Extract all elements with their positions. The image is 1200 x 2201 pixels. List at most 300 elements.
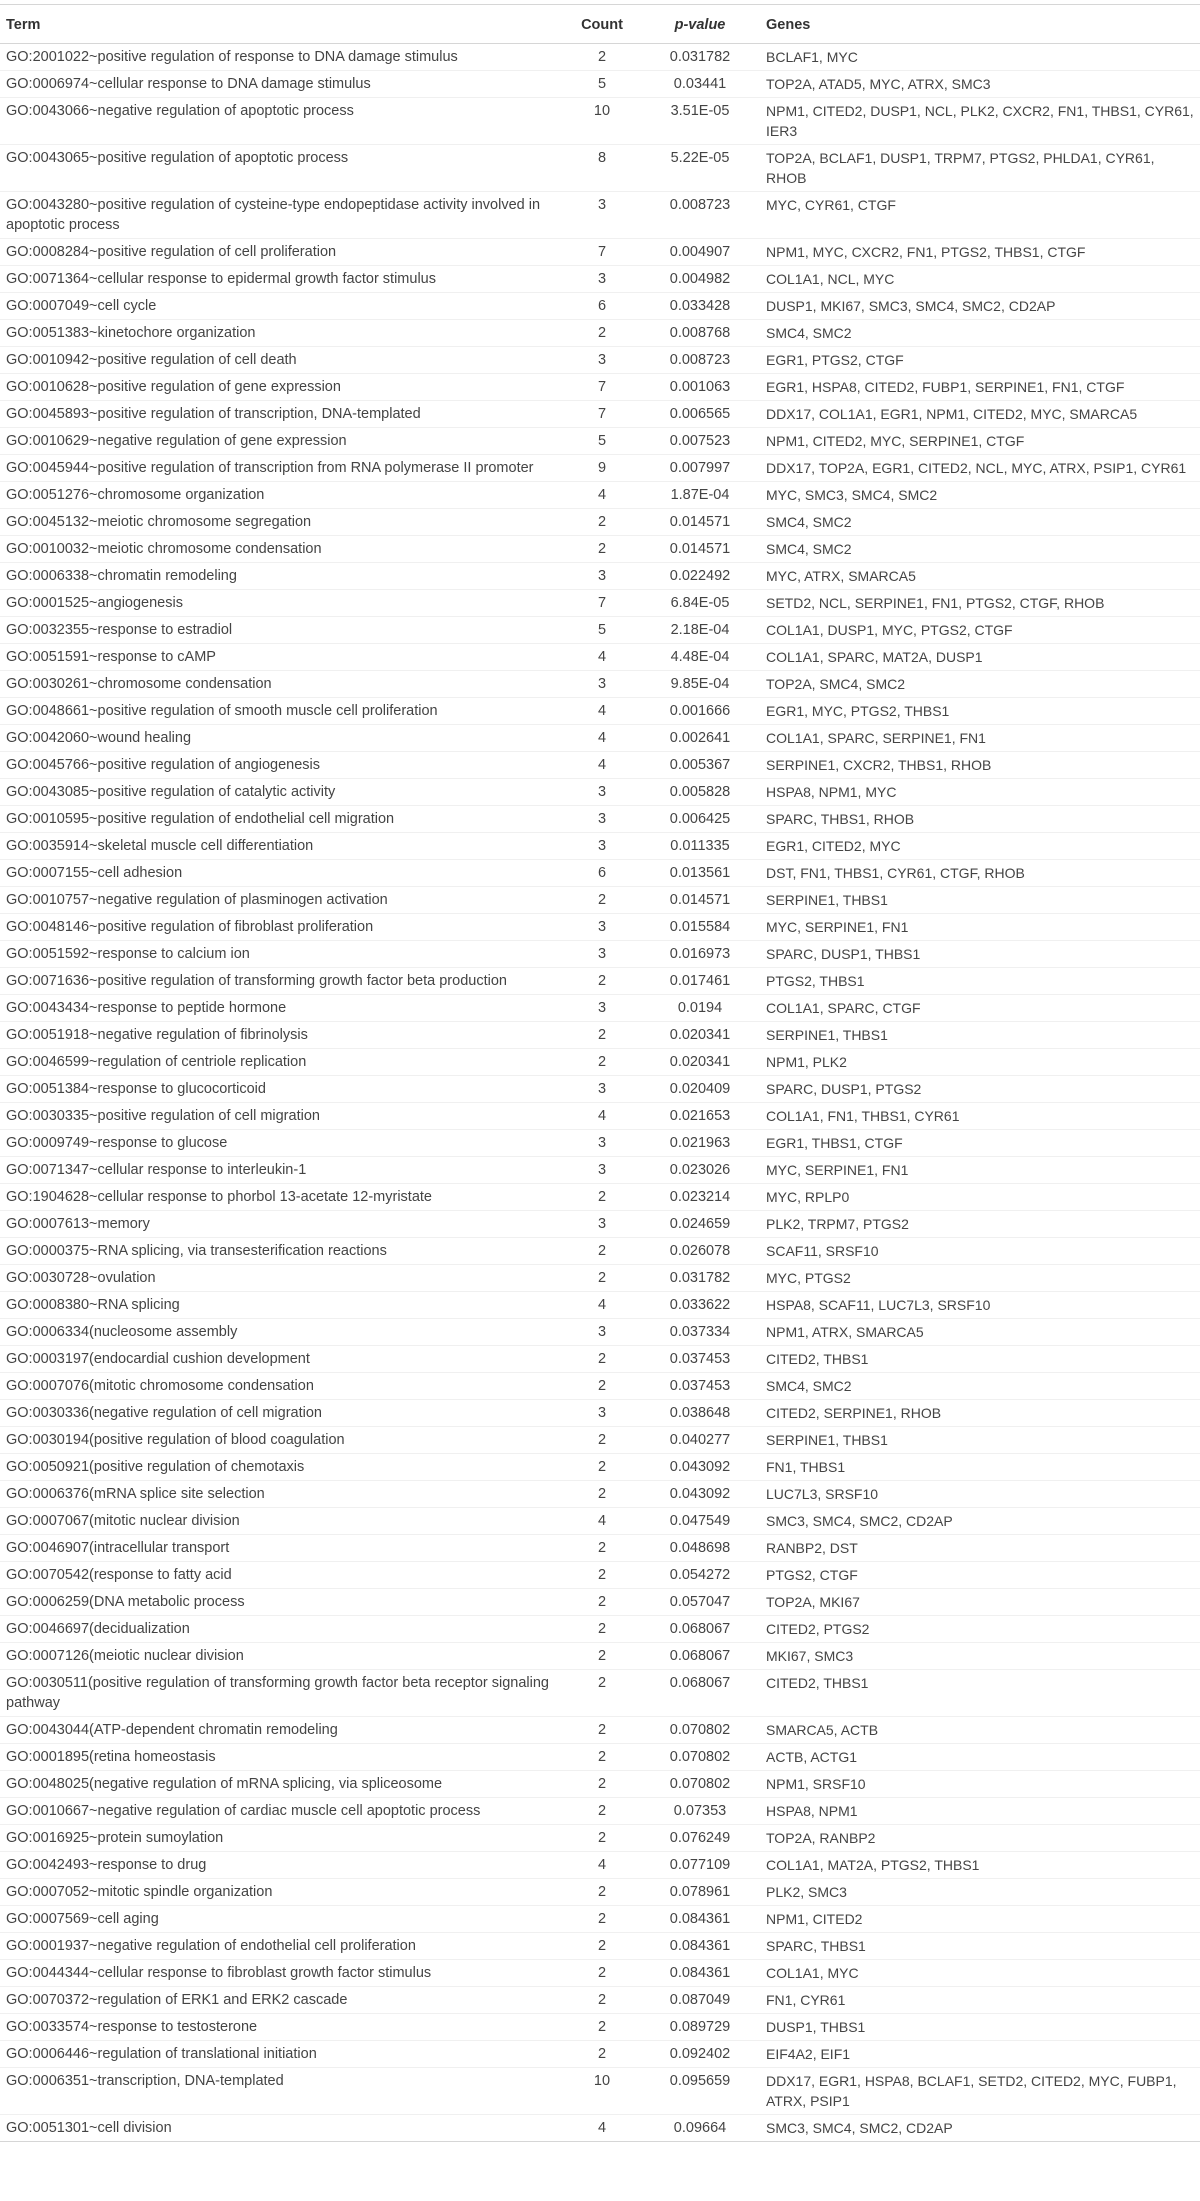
cell-count: 5 [564,71,640,98]
table-row [0,536,1200,563]
cell-count: 2 [564,1481,640,1508]
cell-p-value: 0.033428 [640,293,760,320]
cell-genes: CITED2, THBS1 [760,1346,1200,1373]
cell-p-value: 0.09664 [640,2115,760,2142]
cell-genes: TOP2A, BCLAF1, DUSP1, TRPM7, PTGS2, PHLDA1, CYR61, RHOB [760,145,1200,192]
cell-term: GO:0006334(nucleosome assembly [0,1319,564,1346]
cell-count: 2 [564,1049,640,1076]
header-p-value-label: p-value [674,17,726,33]
cell-p-value: 0.004982 [640,266,760,293]
cell-genes: LUC7L3, SRSF10 [760,1481,1200,1508]
table-row [0,914,1200,941]
cell-term: GO:0007067(mitotic nuclear division [0,1508,564,1535]
cell-term: GO:0051301~cell division [0,2115,564,2142]
table-row [0,1771,1200,1798]
cell-genes: NPM1, CITED2 [760,1906,1200,1933]
cell-count: 7 [564,374,640,401]
cell-count: 3 [564,1319,640,1346]
cell-p-value: 0.014571 [640,509,760,536]
cell-term: GO:0001937~negative regulation of endothelial cell proliferation [0,1933,564,1960]
cell-count: 3 [564,941,640,968]
cell-genes: CITED2, PTGS2 [760,1616,1200,1643]
cell-term: GO:0035914~skeletal muscle cell differentiation [0,833,564,860]
cell-count: 3 [564,266,640,293]
table-row [0,1454,1200,1481]
header-count: Count [564,5,640,44]
cell-genes: COL1A1, SPARC, MAT2A, DUSP1 [760,644,1200,671]
table-row [0,239,1200,266]
cell-count: 4 [564,1292,640,1319]
cell-p-value: 0.024659 [640,1211,760,1238]
cell-count: 2 [564,1906,640,1933]
cell-term: GO:0007155~cell adhesion [0,860,564,887]
cell-count: 3 [564,833,640,860]
cell-count: 2 [564,968,640,995]
table-row [0,644,1200,671]
cell-count: 2 [564,1535,640,1562]
table-row [0,752,1200,779]
cell-count: 2 [564,1643,640,1670]
cell-count: 2 [564,1238,640,1265]
cell-term: GO:0001895(retina homeostasis [0,1744,564,1771]
cell-term: GO:0006376(mRNA splice site selection [0,1481,564,1508]
cell-term: GO:0051918~negative regulation of fibrinolysis [0,1022,564,1049]
cell-genes: ACTB, ACTG1 [760,1744,1200,1771]
cell-term: GO:0048661~positive regulation of smooth muscle cell proliferation [0,698,564,725]
cell-term: GO:0046697(decidualization [0,1616,564,1643]
cell-p-value: 0.084361 [640,1960,760,1987]
cell-genes: SMC4, SMC2 [760,509,1200,536]
cell-count: 10 [564,98,640,145]
cell-genes: SMARCA5, ACTB [760,1717,1200,1744]
cell-term: GO:0043044(ATP-dependent chromatin remodeling [0,1717,564,1744]
cell-p-value: 0.021653 [640,1103,760,1130]
cell-genes: MYC, SMC3, SMC4, SMC2 [760,482,1200,509]
cell-p-value: 0.077109 [640,1852,760,1879]
table-row [0,98,1200,145]
cell-count: 4 [564,1852,640,1879]
cell-p-value: 0.0194 [640,995,760,1022]
cell-term: GO:0071364~cellular response to epidermal growth factor stimulus [0,266,564,293]
cell-genes: MYC, RPLP0 [760,1184,1200,1211]
table-row [0,71,1200,98]
cell-p-value: 4.48E-04 [640,644,760,671]
cell-term: GO:0006338~chromatin remodeling [0,563,564,590]
cell-count: 2 [564,1616,640,1643]
cell-count: 4 [564,2115,640,2142]
cell-genes: SERPINE1, THBS1 [760,1022,1200,1049]
cell-count: 9 [564,455,640,482]
cell-count: 2 [564,1933,640,1960]
table-row [0,1643,1200,1670]
cell-term: GO:0010757~negative regulation of plasminogen activation [0,887,564,914]
table-row [0,2014,1200,2041]
cell-count: 3 [564,1211,640,1238]
table-row [0,1292,1200,1319]
cell-count: 2 [564,1454,640,1481]
table-row [0,455,1200,482]
cell-genes: CITED2, SERPINE1, RHOB [760,1400,1200,1427]
cell-genes: DUSP1, THBS1 [760,2014,1200,2041]
cell-count: 2 [564,1825,640,1852]
cell-count: 4 [564,1508,640,1535]
cell-p-value: 0.008723 [640,347,760,374]
cell-genes: NPM1, SRSF10 [760,1771,1200,1798]
cell-genes: TOP2A, ATAD5, MYC, ATRX, SMC3 [760,71,1200,98]
cell-p-value: 0.021963 [640,1130,760,1157]
cell-count: 10 [564,2068,640,2115]
cell-genes: PLK2, SMC3 [760,1879,1200,1906]
table-row [0,671,1200,698]
cell-term: GO:0042493~response to drug [0,1852,564,1879]
table-row [0,1400,1200,1427]
table-row [0,860,1200,887]
table-row [0,1508,1200,1535]
cell-count: 2 [564,1589,640,1616]
cell-term: GO:0006974~cellular response to DNA damage stimulus [0,71,564,98]
cell-genes: COL1A1, FN1, THBS1, CYR61 [760,1103,1200,1130]
table-row [0,563,1200,590]
cell-term: GO:0051384~response to glucocorticoid [0,1076,564,1103]
cell-term: GO:0007613~memory [0,1211,564,1238]
cell-count: 4 [564,644,640,671]
cell-count: 2 [564,1184,640,1211]
table-row [0,347,1200,374]
cell-term: GO:0046907(intracellular transport [0,1535,564,1562]
cell-p-value: 3.51E-05 [640,98,760,145]
cell-term: GO:0043065~positive regulation of apoptotic process [0,145,564,192]
cell-genes: PLK2, TRPM7, PTGS2 [760,1211,1200,1238]
cell-term: GO:0045132~meiotic chromosome segregation [0,509,564,536]
table-row [0,1022,1200,1049]
table-row [0,1616,1200,1643]
cell-term: GO:0030728~ovulation [0,1265,564,1292]
table-row [0,1717,1200,1744]
cell-p-value: 0.020341 [640,1022,760,1049]
cell-genes: SERPINE1, THBS1 [760,887,1200,914]
cell-term: GO:0000375~RNA splicing, via transesterification reactions [0,1238,564,1265]
cell-p-value: 0.008768 [640,320,760,347]
header-genes: Genes [760,5,1200,44]
table-row [0,806,1200,833]
cell-genes: HSPA8, NPM1 [760,1798,1200,1825]
cell-genes: HSPA8, NPM1, MYC [760,779,1200,806]
cell-count: 3 [564,806,640,833]
cell-genes: FN1, THBS1 [760,1454,1200,1481]
cell-count: 6 [564,860,640,887]
cell-count: 4 [564,725,640,752]
cell-count: 4 [564,1103,640,1130]
cell-genes: SCAF11, SRSF10 [760,1238,1200,1265]
cell-count: 3 [564,671,640,698]
table-row [0,1049,1200,1076]
cell-term: GO:0033574~response to testosterone [0,2014,564,2041]
cell-count: 2 [564,1798,640,1825]
cell-term: GO:0010595~positive regulation of endothelial cell migration [0,806,564,833]
cell-genes: EGR1, MYC, PTGS2, THBS1 [760,698,1200,725]
cell-term: GO:0007126(meiotic nuclear division [0,1643,564,1670]
cell-genes: DUSP1, MKI67, SMC3, SMC4, SMC2, CD2AP [760,293,1200,320]
cell-count: 2 [564,887,640,914]
cell-genes: SMC4, SMC2 [760,320,1200,347]
cell-term: GO:0030335~positive regulation of cell migration [0,1103,564,1130]
cell-genes: TOP2A, SMC4, SMC2 [760,671,1200,698]
cell-term: GO:0010628~positive regulation of gene expression [0,374,564,401]
cell-count: 7 [564,590,640,617]
cell-p-value: 0.084361 [640,1933,760,1960]
cell-term: GO:0048146~positive regulation of fibroblast proliferation [0,914,564,941]
table-row [0,698,1200,725]
cell-p-value: 0.011335 [640,833,760,860]
cell-count: 3 [564,1130,640,1157]
cell-genes: EGR1, THBS1, CTGF [760,1130,1200,1157]
cell-term: GO:0006351~transcription, DNA-templated [0,2068,564,2115]
table-row [0,482,1200,509]
cell-count: 3 [564,563,640,590]
cell-count: 2 [564,1717,640,1744]
cell-count: 8 [564,145,640,192]
cell-term: GO:0046599~regulation of centriole replication [0,1049,564,1076]
table-row [0,1852,1200,1879]
table-row [0,428,1200,455]
cell-genes: DDX17, COL1A1, EGR1, NPM1, CITED2, MYC, SMARCA5 [760,401,1200,428]
table-row [0,145,1200,192]
cell-term: GO:0045766~positive regulation of angiogenesis [0,752,564,779]
table-row [0,1184,1200,1211]
cell-genes: PTGS2, THBS1 [760,968,1200,995]
cell-p-value: 0.048698 [640,1535,760,1562]
cell-count: 3 [564,1076,640,1103]
table-row [0,1130,1200,1157]
cell-count: 2 [564,1744,640,1771]
table-row [0,941,1200,968]
cell-term: GO:0032355~response to estradiol [0,617,564,644]
cell-term: GO:0007569~cell aging [0,1906,564,1933]
table-row [0,2068,1200,2115]
cell-p-value: 0.043092 [640,1481,760,1508]
cell-p-value: 0.014571 [640,536,760,563]
table-row [0,1211,1200,1238]
cell-genes: SMC4, SMC2 [760,536,1200,563]
cell-term: GO:0007076(mitotic chromosome condensation [0,1373,564,1400]
cell-p-value: 0.001666 [640,698,760,725]
cell-term: GO:0010032~meiotic chromosome condensation [0,536,564,563]
table-row [0,1589,1200,1616]
cell-p-value: 0.057047 [640,1589,760,1616]
cell-term: GO:2001022~positive regulation of response to DNA damage stimulus [0,44,564,71]
cell-p-value: 0.095659 [640,2068,760,2115]
cell-p-value: 0.022492 [640,563,760,590]
cell-genes: SETD2, NCL, SERPINE1, FN1, PTGS2, CTGF, RHOB [760,590,1200,617]
cell-term: GO:0070542(response to fatty acid [0,1562,564,1589]
cell-genes: SMC3, SMC4, SMC2, CD2AP [760,2115,1200,2142]
cell-genes: CITED2, THBS1 [760,1670,1200,1717]
cell-term: GO:0008284~positive regulation of cell proliferation [0,239,564,266]
table-row [0,779,1200,806]
cell-genes: SMC4, SMC2 [760,1373,1200,1400]
cell-p-value: 0.089729 [640,2014,760,2041]
cell-genes: NPM1, PLK2 [760,1049,1200,1076]
header-row [0,5,1200,44]
cell-genes: MYC, ATRX, SMARCA5 [760,563,1200,590]
cell-count: 2 [564,320,640,347]
header-term: Term [0,5,564,44]
table-row [0,509,1200,536]
table-row [0,44,1200,71]
cell-term: GO:0001525~angiogenesis [0,590,564,617]
cell-genes: COL1A1, SPARC, SERPINE1, FN1 [760,725,1200,752]
cell-p-value: 0.005828 [640,779,760,806]
cell-p-value: 0.016973 [640,941,760,968]
cell-count: 2 [564,1670,640,1717]
cell-count: 3 [564,779,640,806]
cell-genes: NPM1, CITED2, DUSP1, NCL, PLK2, CXCR2, FN1, THBS1, CYR61, IER3 [760,98,1200,145]
cell-genes: DDX17, EGR1, HSPA8, BCLAF1, SETD2, CITED2, MYC, FUBP1, ATRX, PSIP1 [760,2068,1200,2115]
cell-p-value: 0.092402 [640,2041,760,2068]
cell-term: GO:0043066~negative regulation of apoptotic process [0,98,564,145]
cell-genes: NPM1, CITED2, MYC, SERPINE1, CTGF [760,428,1200,455]
cell-term: GO:0006446~regulation of translational initiation [0,2041,564,2068]
cell-genes: TOP2A, RANBP2 [760,1825,1200,1852]
cell-p-value: 0.038648 [640,1400,760,1427]
cell-term: GO:0045944~positive regulation of transcription from RNA polymerase II promoter [0,455,564,482]
cell-term: GO:0048025(negative regulation of mRNA splicing, via spliceosome [0,1771,564,1798]
table-row [0,1670,1200,1717]
cell-count: 2 [564,1427,640,1454]
cell-p-value: 0.023026 [640,1157,760,1184]
cell-p-value: 0.076249 [640,1825,760,1852]
cell-genes: EGR1, HSPA8, CITED2, FUBP1, SERPINE1, FN1, CTGF [760,374,1200,401]
cell-genes: NPM1, MYC, CXCR2, FN1, PTGS2, THBS1, CTGF [760,239,1200,266]
table-row [0,1933,1200,1960]
table-row [0,401,1200,428]
cell-p-value: 0.070802 [640,1744,760,1771]
table-row [0,266,1200,293]
cell-p-value: 5.22E-05 [640,145,760,192]
cell-term: GO:0007052~mitotic spindle organization [0,1879,564,1906]
cell-p-value: 0.015584 [640,914,760,941]
table-row [0,1346,1200,1373]
cell-genes: PTGS2, CTGF [760,1562,1200,1589]
cell-genes: SPARC, DUSP1, THBS1 [760,941,1200,968]
cell-p-value: 0.054272 [640,1562,760,1589]
cell-genes: COL1A1, MAT2A, PTGS2, THBS1 [760,1852,1200,1879]
cell-p-value: 0.037453 [640,1346,760,1373]
cell-p-value: 2.18E-04 [640,617,760,644]
cell-count: 3 [564,914,640,941]
header-p-value [640,5,760,44]
cell-p-value: 0.004907 [640,239,760,266]
cell-p-value: 6.84E-05 [640,590,760,617]
cell-genes: SERPINE1, THBS1 [760,1427,1200,1454]
table-row [0,374,1200,401]
table-row [0,725,1200,752]
cell-p-value: 0.006425 [640,806,760,833]
cell-p-value: 0.084361 [640,1906,760,1933]
table-row [0,1103,1200,1130]
cell-p-value: 0.014571 [640,887,760,914]
cell-term: GO:0009749~response to glucose [0,1130,564,1157]
table-row [0,1535,1200,1562]
cell-count: 2 [564,509,640,536]
cell-term: GO:0007049~cell cycle [0,293,564,320]
table-row [0,590,1200,617]
cell-count: 2 [564,44,640,71]
cell-term: GO:0030336(negative regulation of cell migration [0,1400,564,1427]
cell-count: 5 [564,617,640,644]
cell-term: GO:0006259(DNA metabolic process [0,1589,564,1616]
table-row [0,1798,1200,1825]
cell-count: 6 [564,293,640,320]
cell-count: 4 [564,698,640,725]
cell-term: GO:0030261~chromosome condensation [0,671,564,698]
cell-p-value: 0.070802 [640,1717,760,1744]
cell-count: 2 [564,1771,640,1798]
table-row [0,1906,1200,1933]
cell-count: 2 [564,1987,640,2014]
table-row [0,1427,1200,1454]
cell-genes: FN1, CYR61 [760,1987,1200,2014]
cell-term: GO:0042060~wound healing [0,725,564,752]
cell-p-value: 0.008723 [640,192,760,239]
table-row [0,320,1200,347]
cell-term: GO:0043085~positive regulation of catalytic activity [0,779,564,806]
cell-term: GO:0030194(positive regulation of blood coagulation [0,1427,564,1454]
cell-genes: MYC, SERPINE1, FN1 [760,1157,1200,1184]
cell-count: 2 [564,1562,640,1589]
table-row [0,1481,1200,1508]
cell-p-value: 0.026078 [640,1238,760,1265]
cell-count: 2 [564,536,640,563]
cell-genes: MYC, SERPINE1, FN1 [760,914,1200,941]
cell-p-value: 0.001063 [640,374,760,401]
cell-term: GO:1904628~cellular response to phorbol 13-acetate 12-myristate [0,1184,564,1211]
cell-term: GO:0010667~negative regulation of cardiac muscle cell apoptotic process [0,1798,564,1825]
table-row [0,1319,1200,1346]
cell-p-value: 9.85E-04 [640,671,760,698]
cell-p-value: 0.070802 [640,1771,760,1798]
cell-p-value: 0.007997 [640,455,760,482]
cell-p-value: 0.031782 [640,1265,760,1292]
cell-count: 2 [564,2014,640,2041]
cell-term: GO:0051591~response to cAMP [0,644,564,671]
table-row [0,2041,1200,2068]
cell-count: 2 [564,2041,640,2068]
cell-count: 2 [564,1022,640,1049]
cell-genes: SERPINE1, CXCR2, THBS1, RHOB [760,752,1200,779]
table-row [0,293,1200,320]
cell-p-value: 0.078961 [640,1879,760,1906]
table-row [0,833,1200,860]
cell-p-value: 0.03441 [640,71,760,98]
cell-term: GO:0030511(positive regulation of transforming growth factor beta receptor signaling pathway [0,1670,564,1717]
cell-term: GO:0070372~regulation of ERK1 and ERK2 cascade [0,1987,564,2014]
table-row [0,887,1200,914]
cell-term: GO:0045893~positive regulation of transcription, DNA-templated [0,401,564,428]
table-body [0,44,1200,2142]
cell-genes: COL1A1, DUSP1, MYC, PTGS2, CTGF [760,617,1200,644]
cell-term: GO:0051276~chromosome organization [0,482,564,509]
cell-count: 3 [564,995,640,1022]
table-row [0,1238,1200,1265]
cell-genes: TOP2A, MKI67 [760,1589,1200,1616]
table-row [0,1744,1200,1771]
cell-count: 3 [564,347,640,374]
cell-count: 7 [564,401,640,428]
table-row [0,995,1200,1022]
cell-genes: SMC3, SMC4, SMC2, CD2AP [760,1508,1200,1535]
cell-genes: DDX17, TOP2A, EGR1, CITED2, NCL, MYC, ATRX, PSIP1, CYR61 [760,455,1200,482]
